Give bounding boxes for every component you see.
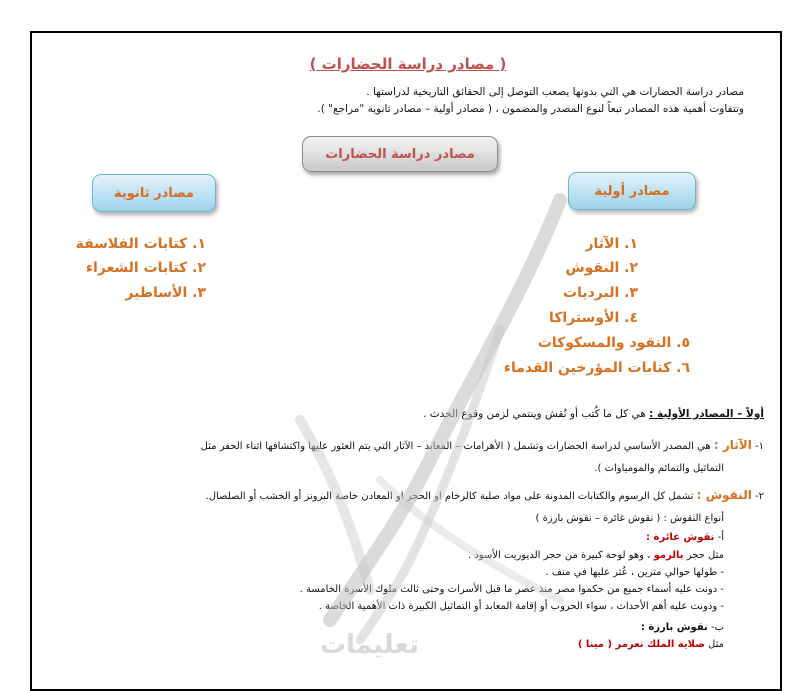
subsection-a-label: أ- xyxy=(717,532,724,543)
subsection-b-title: نقوش بارزة : xyxy=(640,622,708,633)
primary-sources-label: مصادر أولية xyxy=(594,183,670,199)
intro-line-1: مصادر دراسة الحضارات هي التي بدونها يصعب التوصل إلى الحقائق التاريخية لدراستها . xyxy=(366,86,744,98)
subsection-a-example xyxy=(468,550,724,561)
diagram-root-box xyxy=(302,136,498,172)
diagram-root-label: مصادر دراسة الحضارات xyxy=(325,146,475,162)
secondary-sources-label: مصادر ثانوية xyxy=(114,185,194,201)
section-heading-text: هي كل ما كُتب أو نُقش وينتمي لزمن وقوع الحدث . xyxy=(423,408,650,420)
example-highlight: صلاية الملك نعرمر ( مينا ) xyxy=(577,639,705,650)
subsection-a-bullet: - دونت عليه أسماء جميع من حكموا مصر منذ عصر ما قبل الأسرات وحتى ثالث ملوك الأسرة الخامسة . xyxy=(299,584,724,595)
subsection-a-bullet: - طولها حوالي مترين ، عُثر عليها في منف . xyxy=(545,567,724,578)
item1-line xyxy=(201,438,764,452)
item2-text: تشمل كل الرسوم والكتابات المدونة على مواد صلبة كالرخام او الحجر او المعادن خاصة البرونز أو الخشب أو الصلصال. xyxy=(205,491,697,502)
primary-item: ٦. كتابات المؤرخين القدماء xyxy=(503,360,690,376)
item1-text: هي المصدر الأساسي لدراسة الحضارات وتشمل ( الأهرامات – المعابد – الآثار التي يتم العثور عليها واكتشافها اثناء الحفر مثل xyxy=(200,441,714,452)
example-highlight: بالرمو xyxy=(653,550,684,561)
item1-term: الآثار : xyxy=(713,438,752,452)
page-title: ( مصادر دراسة الحضارات ) xyxy=(309,55,507,73)
item2-term: النقوش : xyxy=(696,488,752,502)
subsection-b-label: ب- xyxy=(710,622,724,633)
secondary-item: ١. كتابات الفلاسفة xyxy=(75,236,206,252)
subsection-b-example xyxy=(578,639,724,650)
primary-item: ٤. الأوستراكا xyxy=(548,310,638,326)
secondary-sources-box xyxy=(92,174,216,212)
subsection-a-bullet: - ودونت عليه أهم الأحداث ، سواء الحروب أو إقامة المعابد أو التماثيل الكبيرة ذات الأهمية الخاصة . xyxy=(318,601,724,612)
subsection-a-heading xyxy=(646,532,724,543)
secondary-item: ٢. كتابات الشعراء xyxy=(85,260,206,276)
inscription-types: أنواع النقوش : ( نقوش غائرة – نقوش بارزة ) xyxy=(535,513,724,524)
primary-item: ٢. النقوش xyxy=(565,260,638,276)
example-prefix: مثل حجر xyxy=(683,550,724,561)
item2-line xyxy=(206,488,764,502)
primary-sources-box xyxy=(568,172,696,210)
example-prefix: مثل xyxy=(704,639,724,650)
item1-line-2: التماثيل والتمائم والمومياوات ). xyxy=(594,463,724,474)
primary-item: ٣. البرديات xyxy=(563,285,638,301)
example-suffix: ، وهو لوحة كبيرة من حجر الديوريت الأسود . xyxy=(467,550,654,561)
section-heading xyxy=(423,408,764,420)
subsection-a-title: نقوش غائرة : xyxy=(645,532,715,543)
primary-item: ١. الآثار xyxy=(585,236,638,252)
item1-number: ١- xyxy=(755,441,764,452)
section-heading-title: أولاً – المصادر الأولية : xyxy=(649,408,764,420)
document-page xyxy=(30,31,782,691)
subsection-b-heading xyxy=(641,622,724,633)
secondary-item: ٣. الأساطير xyxy=(125,285,206,301)
item2-number: ٢- xyxy=(755,491,764,502)
intro-line-2: وتتفاوت أهمية هذه المصادر تبعاً لنوع المصدر والمضمون ، ( مصادر أولية – مصادر ثانوية "مراجع" ). xyxy=(317,103,744,115)
primary-item: ٥. النقود والمسكوكات xyxy=(537,335,690,351)
watermark-text: تعليمات xyxy=(320,630,419,660)
